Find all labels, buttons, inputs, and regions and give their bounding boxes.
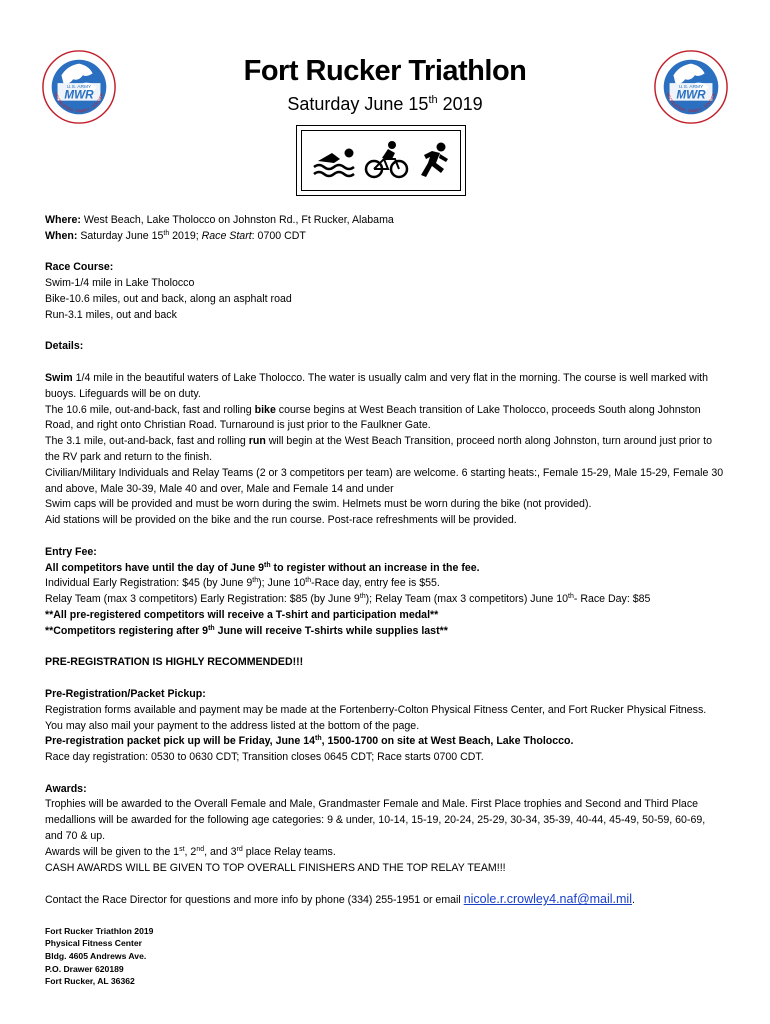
flyer-content [45, 213, 725, 988]
awards-trophies: Trophies will be awarded to the Overall Female and Male, Grandmaster Female and Male. First Place trophies and Second and Third Place medallions will be awarded for the following age categories: 9 & under, 10-14, 15-19, 20-24, 25-29, 30-34, 35-39, 40-44, 45-49, 50-59, 60-69, and 70 & up. [45, 798, 706, 843]
logo-org-text: U.S. ARMY [678, 84, 704, 90]
mailing-address [45, 925, 725, 988]
event-date: Saturday June 15th 2019 [287, 94, 483, 114]
logo-ring-text: RECREATION · FAMILY · SOLDIER [665, 92, 717, 114]
preregistration-notice: PRE-REGISTRATION IS HIGHLY RECOMMENDED!!! [45, 656, 304, 669]
logo-brand-text: MWR [676, 88, 706, 102]
logo-brand-text: MWR [64, 88, 94, 102]
swimmer-icon [314, 149, 354, 177]
runner-icon [421, 143, 448, 178]
pickup-packet: Pre-registration packet pick up will be Friday, June 14th, 1500-1700 on site at West Beach, Lake Tholocco. [45, 735, 574, 748]
where-line: Where: West Beach, Lake Tholocco on Johnston Rd., Ft Rucker, Alabama [45, 214, 394, 226]
triathlon-icon-box [296, 125, 466, 196]
tshirt-all: **All pre-registered competitors will receive a T-shirt and participation medal** [45, 608, 439, 621]
fee-relay: Relay Team (max 3 competitors) Early Registration: $85 (by June 9th); Relay Team (max 3 competitors) June 10th- Race Day: $85 [45, 593, 651, 606]
details-run: The 3.1 mile, out-and-back, fast and rolling run will begin at the West Beach Transition, proceed north along Johnston, turn around just prior to the RV park and return to the finish. [45, 435, 713, 463]
contact-line: Contact the Race Director for questions and more info by phone (334) 255-1951 or email nicole.r.crowley4.naf@mail.mil. [45, 892, 635, 907]
logo-org-text: U.S. ARMY [66, 84, 92, 90]
details-swim-caps: Swim caps will be provided and must be worn during the swim. Helmets must be worn during the bike (not provided). [45, 498, 592, 511]
address-line: Bldg. 4605 Andrews Ave. [45, 951, 147, 962]
address-line: Fort Rucker Triathlon 2019 [45, 925, 154, 936]
awards-heading: Awards: [45, 782, 87, 795]
course-run: Run-3.1 miles, out and back [45, 308, 177, 321]
pickup-forms: Registration forms available and payment may be made at the Fortenberry-Colton Physical Fitness Center, and Fort Rucker Physical Fitness. You may also mail your payment to the address listed at the bottom of the page. [45, 703, 707, 732]
details-heading: Details: [45, 340, 84, 353]
entry-fee-heading: Entry Fee: [45, 545, 97, 558]
details-bike: The 10.6 mile, out-and-back, fast and rolling bike course begins at West Beach transition of Lake Tholocco, proceeds South along Johnston Road, and right onto Christian Road. Turnaround is just prior to the Faulkner Gate. [45, 403, 701, 432]
course-swim: Swim-1/4 mile in Lake Tholocco [45, 277, 195, 290]
page-title: Fort Rucker Triathlon [243, 55, 527, 87]
tshirt-late: **Competitors registering after 9th June will receive T-shirts while supplies last** [45, 624, 448, 637]
cyclist-icon [366, 141, 407, 177]
race-course-heading: Race Course: [45, 261, 114, 274]
awards-relay: Awards will be given to the 1st, 2nd, and 3rd place Relay teams. [45, 845, 336, 858]
course-bike: Bike-10.6 miles, out and back, along an asphalt road [45, 292, 292, 305]
address-line: Fort Rucker, AL 36362 [45, 976, 135, 987]
contact-email-link[interactable]: nicole.r.crowley4.naf@mail.mil [463, 892, 632, 907]
details-divisions: Civilian/Military Individuals and Relay Teams (2 or 3 competitors per team) are welcome. 6 starting heats:, Female 15-29, Male 15-29, Female 30 and above, Male 30-39, Male 40 and over, Male and Female 14 and under [45, 466, 724, 495]
address-line: P.O. Drawer 620189 [45, 963, 124, 974]
details-aid-stations: Aid stations will be provided on the bike and the run course. Post-race refreshments will be provided. [45, 514, 517, 527]
fee-individual: Individual Early Registration: $45 (by June 9th); June 10th-Race day, entry fee is $55. [45, 577, 440, 590]
pickup-heading: Pre-Registration/Packet Pickup: [45, 687, 206, 700]
fee-deadline: All competitors have until the day of June 9th to register without an increase in the fee. [45, 561, 480, 574]
when-line: When: Saturday June 15th 2019; Race Start: 0700 CDT [45, 229, 306, 242]
logo-ring-text: RECREATION · FAMILY · SOLDIER [53, 92, 105, 114]
details-swim: Swim 1/4 mile in the beautiful waters of Lake Tholocco. The water is usually calm and very flat in the morning. The course is well marked with buoys. Lifeguards will be on duty. [45, 371, 709, 400]
race-day-registration: Race day registration: 0530 to 0630 CDT; Transition closes 0645 CDT; Race starts 0700 CDT. [45, 751, 484, 764]
awards-cash: CASH AWARDS WILL BE GIVEN TO TOP OVERALL FINISHERS AND THE TOP RELAY TEAM!!! [45, 861, 506, 874]
address-line: Physical Fitness Center [45, 938, 142, 949]
